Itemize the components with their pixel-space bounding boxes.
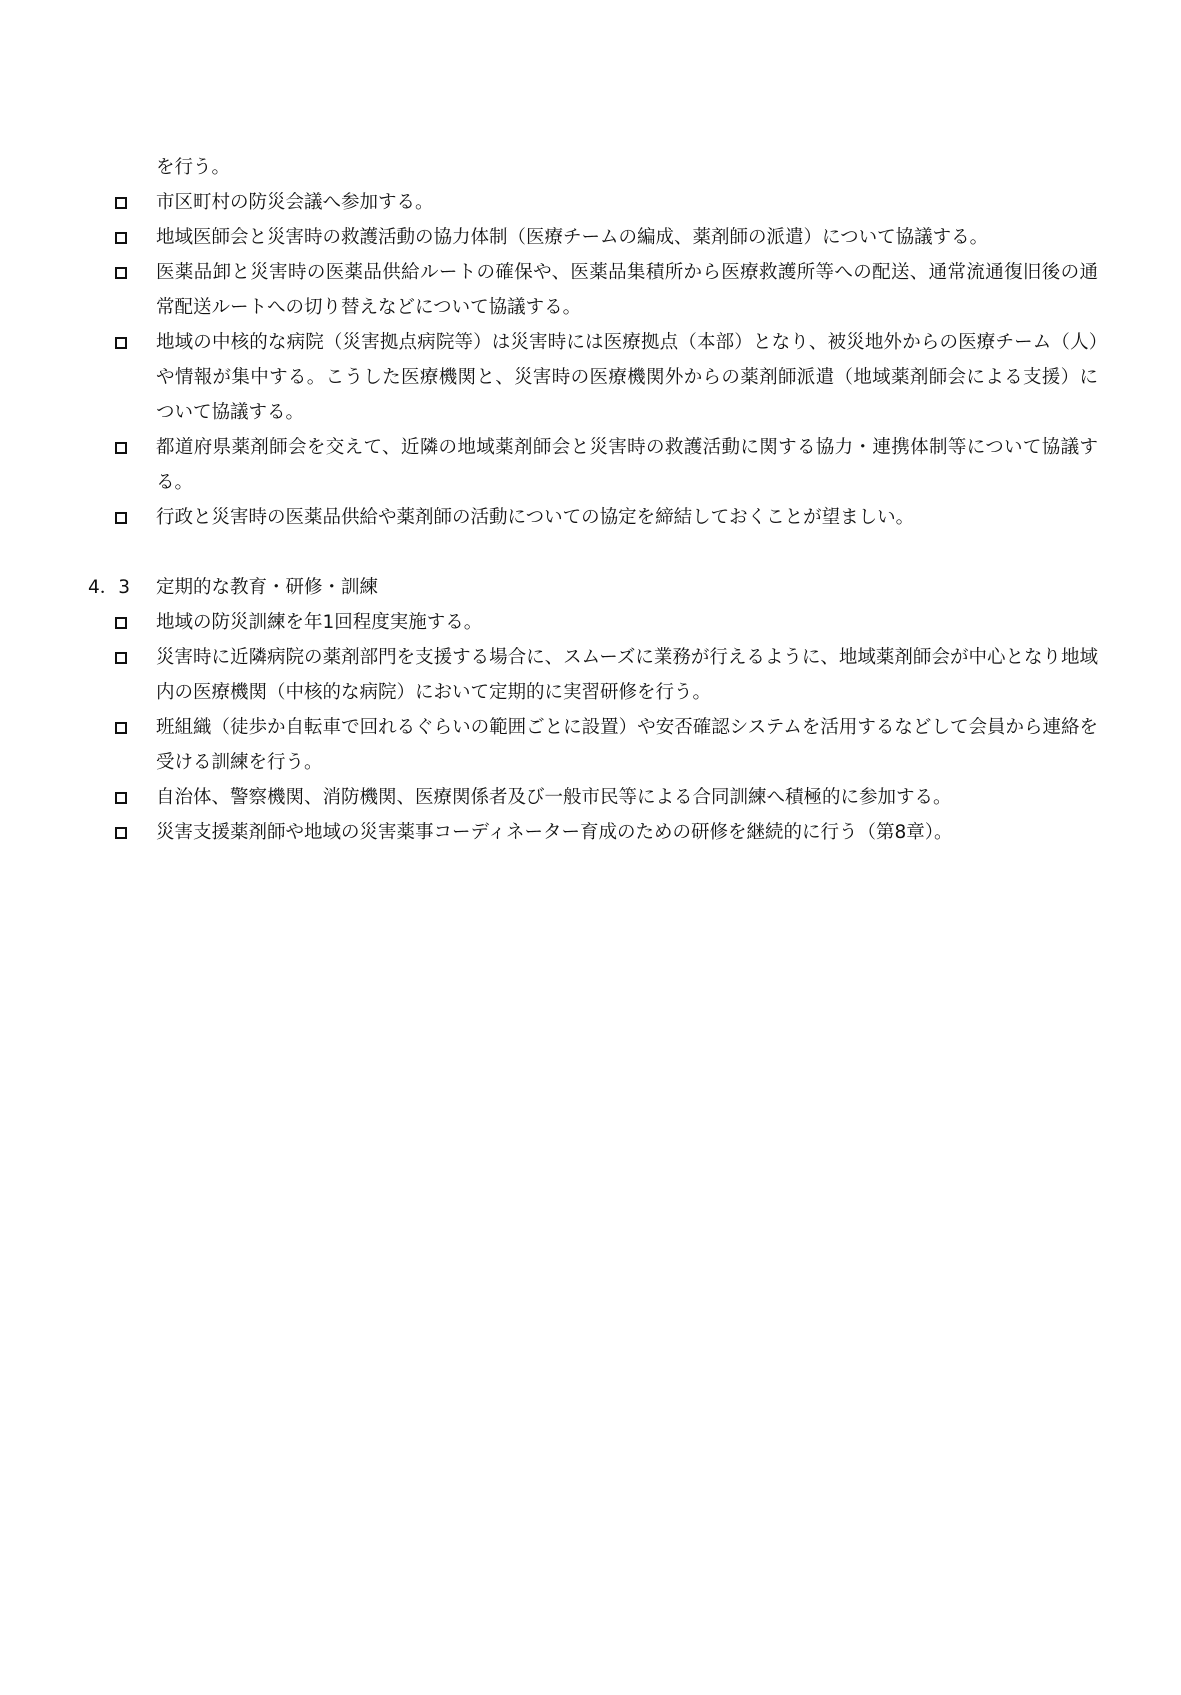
checkbox-icon bbox=[115, 197, 127, 209]
checklist-item bbox=[88, 430, 1098, 500]
checklist-item bbox=[88, 780, 1098, 815]
checklist-item-text: 医薬品卸と災害時の医薬品供給ルートの確保や、医薬品集積所から医療救護所等への配送、通常流通復旧後の通常配送ルートへの切り替えなどについて協議する。 bbox=[156, 262, 1098, 318]
document-body bbox=[88, 150, 1098, 850]
section-title: 定期的な教育・研修・訓練 bbox=[156, 577, 379, 598]
checkbox-icon bbox=[115, 617, 127, 629]
checklist-item bbox=[88, 255, 1098, 325]
checkbox-icon bbox=[115, 722, 127, 734]
checkbox-icon bbox=[115, 512, 127, 524]
checklist-item-text: 市区町村の防災会議へ参加する。 bbox=[156, 192, 434, 213]
checkbox-icon bbox=[115, 442, 127, 454]
checklist-item-text: 地域の防災訓練を年1回程度実施する。 bbox=[156, 612, 483, 633]
checklist-item-text: 行政と災害時の医薬品供給や薬剤師の活動についての協定を締結しておくことが望ましい。 bbox=[156, 507, 915, 528]
checklist-item bbox=[88, 185, 1098, 220]
checklist-item bbox=[88, 605, 1098, 640]
checklist-item bbox=[88, 640, 1098, 710]
checklist-item-text: 災害時に近隣病院の薬剤部門を支援する場合に、スムーズに業務が行えるように、地域薬剤師会が中心となり地域内の医療機関（中核的な病院）において定期的に実習研修を行う。 bbox=[156, 647, 1098, 703]
checklist-item-text: 地域医師会と災害時の救護活動の協力体制（医療チームの編成、薬剤師の派遣）について協議する。 bbox=[156, 227, 989, 248]
section-heading bbox=[88, 570, 1098, 605]
checklist-item bbox=[88, 710, 1098, 780]
checkbox-icon bbox=[115, 267, 127, 279]
checklist-item-text: 地域の中核的な病院（災害拠点病院等）は災害時には医療拠点（本部）となり、被災地外からの医療チーム（人）や情報が集中する。こうした医療機関と、災害時の医療機関外からの薬剤師派遣（地域薬剤師会による支援）について協議する。 bbox=[156, 332, 1098, 423]
checkbox-icon bbox=[115, 652, 127, 664]
checkbox-icon bbox=[115, 232, 127, 244]
checkbox-icon bbox=[115, 792, 127, 804]
checklist-item bbox=[88, 325, 1098, 430]
section-number: 4．3 bbox=[88, 577, 131, 598]
checklist-section-b bbox=[88, 605, 1098, 850]
checklist-item bbox=[88, 815, 1098, 850]
checklist-item bbox=[88, 220, 1098, 255]
checklist-item-text: 自治体、警察機関、消防機関、医療関係者及び一般市民等による合同訓練へ積極的に参加する。 bbox=[156, 787, 952, 808]
checklist-item-text: 災害支援薬剤師や地域の災害薬事コーディネーター育成のための研修を継続的に行う（第8章）。 bbox=[156, 822, 953, 843]
checkbox-icon bbox=[115, 827, 127, 839]
checklist-section-a bbox=[88, 185, 1098, 535]
checklist-item-text: 都道府県薬剤師会を交えて、近隣の地域薬剤師会と災害時の救護活動に関する協力・連携体制等について協議する。 bbox=[156, 437, 1098, 493]
checklist-item bbox=[88, 500, 1098, 535]
checkbox-icon bbox=[115, 337, 127, 349]
checklist-item-text: 班組織（徒歩か自転車で回れるぐらいの範囲ごとに設置）や安否確認システムを活用するなどして会員から連絡を受ける訓練を行う。 bbox=[156, 717, 1098, 773]
continued-text: を行う。 bbox=[156, 157, 231, 178]
